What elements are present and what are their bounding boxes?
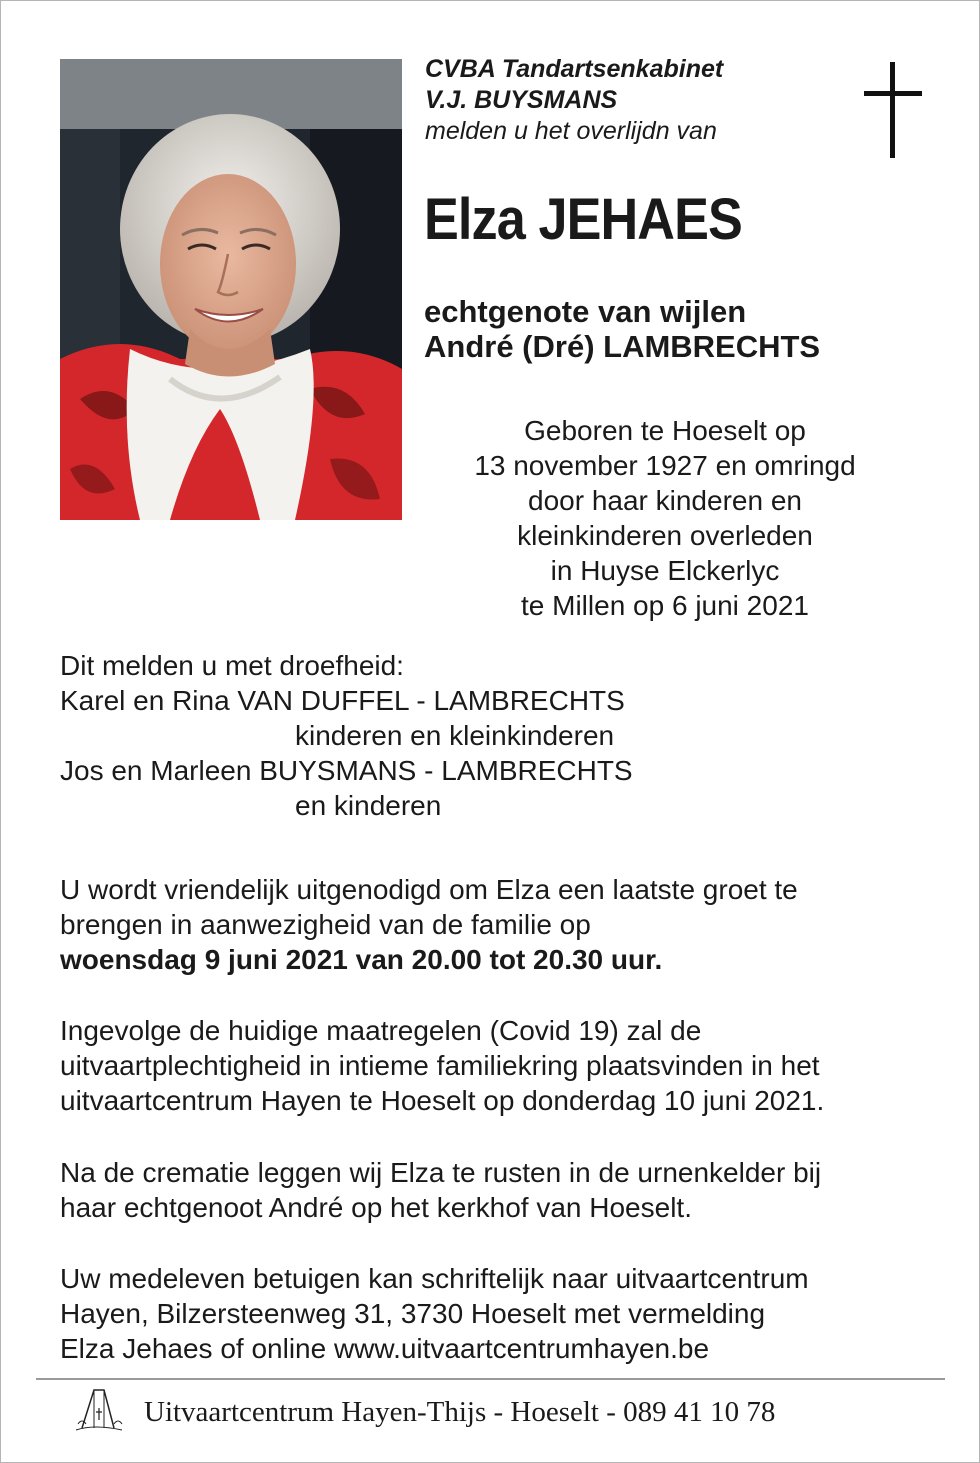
spouse-line-1: echtgenote van wijlen xyxy=(424,294,747,329)
cremation-paragraph xyxy=(60,1155,821,1225)
condolence-line-3: Elza Jehaes of online www.uitvaartcentrumhayen.be xyxy=(60,1333,710,1364)
condolence-line-1: Uw medeleven betuigen kan schriftelijk naar uitvaartcentrum xyxy=(60,1263,809,1294)
announcer-block xyxy=(425,54,723,147)
birth-line: door haar kinderen en xyxy=(528,485,802,516)
announce-text: melden u het overlijdn van xyxy=(425,117,717,145)
ceremony-paragraph xyxy=(60,1013,824,1118)
footer-text: Uitvaartcentrum Hayen-Thijs - Hoeselt - 089 41 10 78 xyxy=(144,1396,776,1428)
birth-line: te Millen op 6 juni 2021 xyxy=(521,590,809,621)
cremation-line-1: Na de crematie leggen wij Elza te rusten in de urnenkelder bij xyxy=(60,1157,822,1188)
portrait-photo xyxy=(60,59,402,520)
family-1: Karel en Rina VAN DUFFEL - LAMBRECHTS xyxy=(60,685,625,716)
invitation-date: woensdag 9 juni 2021 van 20.00 tot 20.30 uur. xyxy=(60,944,663,975)
ceremony-line-1: Ingevolge de huidige maatregelen (Covid 19) zal de xyxy=(60,1015,702,1046)
birth-line: kleinkinderen overleden xyxy=(517,520,813,551)
birth-death-block xyxy=(440,413,890,623)
condolence-paragraph xyxy=(60,1261,809,1366)
cremation-line-2: haar echtgenoot André op het kerkhof van Hoeselt. xyxy=(60,1192,692,1223)
spouse-block xyxy=(424,294,820,364)
footer-divider xyxy=(36,1378,945,1380)
invitation-line-2: brengen in aanwezigheid van de familie op xyxy=(60,909,591,940)
doctor-name: V.J. BUYSMANS xyxy=(425,86,618,114)
birth-line: Geboren te Hoeselt op xyxy=(524,415,806,446)
family-2: Jos en Marleen BUYSMANS - LAMBRECHTS xyxy=(60,755,633,786)
ceremony-line-2: uitvaartplechtigheid in intieme familiekring plaatsvinden in het xyxy=(60,1050,820,1081)
family-1-sub: kinderen en kleinkinderen xyxy=(295,720,615,751)
birth-line: in Huyse Elckerlyc xyxy=(550,555,780,586)
spouse-line-2: André (Dré) LAMBRECHTS xyxy=(424,329,821,364)
cross-icon xyxy=(864,62,922,158)
invitation-paragraph xyxy=(60,872,798,977)
company-name: CVBA Tandartsenkabinet xyxy=(425,55,724,83)
condolence-line-2: Hayen, Bilzersteenweg 31, 3730 Hoeselt met vermelding xyxy=(60,1298,766,1329)
birth-line: 13 november 1927 en omringd xyxy=(474,450,856,481)
family-2-sub: en kinderen xyxy=(295,790,442,821)
funeral-home-logo-icon xyxy=(74,1384,126,1434)
invitation-line-1: U wordt vriendelijk uitgenodigd om Elza een laatste groet te xyxy=(60,874,798,905)
mourners-intro: Dit melden u met droefheid: xyxy=(60,650,404,681)
ceremony-line-3: uitvaartcentrum Hayen te Hoeselt op donderdag 10 juni 2021. xyxy=(60,1085,825,1116)
deceased-name: Elza JEHAES xyxy=(424,187,742,252)
mourners-block xyxy=(60,648,633,823)
